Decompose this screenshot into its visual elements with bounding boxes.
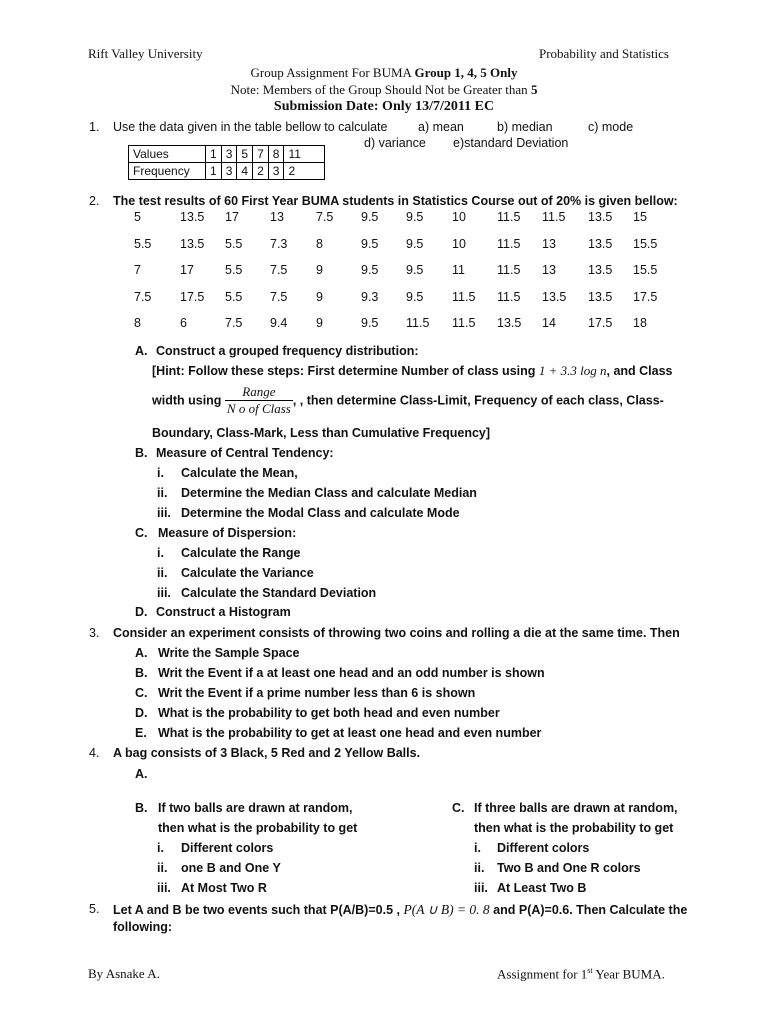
q3-text: Consider an experiment consists of throwing two coins and rolling a die at the same time. Then xyxy=(113,626,680,640)
score-cell: 15.5 xyxy=(633,263,658,277)
score-cell: 7.5 xyxy=(270,289,288,304)
q1-number: 1. xyxy=(89,120,100,134)
q5-line2: following: xyxy=(113,920,173,934)
q4-c-label: C. xyxy=(452,801,465,815)
score-cell: 9.5 xyxy=(406,263,424,277)
q2-c-text: Measure of Dispersion: xyxy=(158,526,297,540)
q4-c-iii-num: iii. xyxy=(474,881,488,895)
score-cell: 13.5 xyxy=(588,263,613,277)
q4-c-line1: If three balls are drawn at random, xyxy=(474,801,678,815)
value-cell: 11 xyxy=(284,146,325,163)
q4-b-iii-num: iii. xyxy=(157,881,171,895)
score-cell: 9.5 xyxy=(361,263,379,277)
frequency-row xyxy=(129,163,325,180)
q2-c-i-num: i. xyxy=(157,546,164,560)
q2-c-label: C. xyxy=(135,526,148,540)
score-cell: 7.3 xyxy=(270,236,288,251)
q4-b-line1: If two balls are drawn at random, xyxy=(158,801,353,815)
score-cell: 13.5 xyxy=(588,236,613,251)
q2-c-i-text: Calculate the Range xyxy=(181,546,301,560)
q4-b-i-text: Different colors xyxy=(181,841,274,855)
score-cell: 9.5 xyxy=(406,210,424,224)
q2-b-i-num: i. xyxy=(157,466,164,480)
q3-d-text: What is the probability to get both head and even number xyxy=(158,706,500,720)
q4-c-i-text: Different colors xyxy=(497,841,590,855)
q3-number: 3. xyxy=(89,626,100,640)
q1-part-d: d) variance xyxy=(364,136,426,150)
score-cell: 9.5 xyxy=(406,289,424,304)
value-cell: 8 xyxy=(268,146,284,163)
score-cell: 13.5 xyxy=(588,210,613,224)
q2-c-iii-num: iii. xyxy=(157,586,171,600)
score-cell: 9 xyxy=(316,263,323,277)
q3-c-label: C. xyxy=(135,686,148,700)
score-cell: 11.5 xyxy=(452,289,476,304)
score-cell: 13.5 xyxy=(497,316,522,330)
q5-text: Let A and B be two events such that P(A/B)=0.5 , P(A ∪ B) = 0. 8 and P(A)=0.6. Then Calculate the xyxy=(113,902,688,917)
score-cell: 7.5 xyxy=(270,263,288,277)
q4-number: 4. xyxy=(89,746,100,760)
q2-c-ii-num: ii. xyxy=(157,566,168,580)
score-cell: 7 xyxy=(134,263,141,277)
q3-d-label: D. xyxy=(135,706,148,720)
q3-b-text: Writ the Event if a at least one head and an odd number is shown xyxy=(158,666,545,680)
frequency-cell: 4 xyxy=(237,163,253,180)
q2-d-label: D. xyxy=(135,605,148,619)
q4-c-iii-text: At Least Two B xyxy=(497,881,587,895)
score-cell: 10 xyxy=(452,210,466,224)
q2-text: The test results of 60 First Year BUMA students in Statistics Course out of 20% is given bellow: xyxy=(113,194,678,208)
q4-text: A bag consists of 3 Black, 5 Red and 2 Yellow Balls. xyxy=(113,746,421,760)
score-cell: 5.5 xyxy=(225,236,243,251)
q2-b-iii-num: iii. xyxy=(157,506,171,520)
q4-b-iii-text: At Most Two R xyxy=(181,881,267,895)
values-row xyxy=(129,146,325,163)
score-cell: 17.5 xyxy=(633,289,658,304)
score-cell: 5.5 xyxy=(134,236,152,251)
score-cell: 7.5 xyxy=(134,289,152,304)
values-frequency-table xyxy=(128,145,325,180)
q1-part-a: a) mean xyxy=(418,120,464,134)
header-course: Probability and Statistics xyxy=(539,46,669,61)
score-cell: 9.5 xyxy=(361,316,379,330)
hint-line-1: [Hint: Follow these steps: First determine Number of class using 1 + 3.3 log n, and Class xyxy=(152,363,673,378)
score-cell: 11.5 xyxy=(406,316,430,330)
score-cell: 13 xyxy=(270,210,284,224)
score-cell: 13 xyxy=(542,263,556,277)
score-cell: 17 xyxy=(225,210,239,224)
score-cell: 5 xyxy=(134,210,141,224)
score-cell: 18 xyxy=(633,316,647,330)
frequency-cell: 1 xyxy=(206,163,222,180)
score-cell: 10 xyxy=(452,236,466,251)
score-cell: 9.5 xyxy=(361,236,379,251)
q4-c-line2: then what is the probability to get xyxy=(474,821,674,835)
score-cell: 9.5 xyxy=(406,236,424,251)
class-width-fraction: $\frac{\text{Range}}{\text{N o of Class}}$ xyxy=(226,384,291,416)
score-cell: 11.5 xyxy=(452,316,476,330)
hint-line-3: Boundary, Class-Mark, Less than Cumulative Frequency] xyxy=(152,426,491,440)
q4-c-ii-num: ii. xyxy=(474,861,485,875)
score-cell: 7.5 xyxy=(225,316,243,330)
assignment-title: Group Assignment For BUMA Group 1, 4, 5 Only xyxy=(250,65,518,80)
q1-part-c: c) mode xyxy=(588,120,634,134)
q4-c-ii-text: Two B and One R colors xyxy=(497,861,641,875)
frequency-cell: 3 xyxy=(268,163,284,180)
score-cell: 13.5 xyxy=(588,289,613,304)
score-cell: 8 xyxy=(316,236,323,251)
score-cell: 13.5 xyxy=(180,210,205,224)
score-cell: 15 xyxy=(633,210,647,224)
score-cell: 9 xyxy=(316,289,323,304)
q4-b-label: B. xyxy=(135,801,148,815)
q1-part-e: e)standard Deviation xyxy=(453,136,569,150)
group-note: Note: Members of the Group Should Not be Greater than 5 xyxy=(230,82,538,97)
score-cell: 5.5 xyxy=(225,263,243,277)
score-cell: 11.5 xyxy=(497,289,521,304)
q5-number: 5. xyxy=(89,902,100,916)
q4-a-label: A. xyxy=(135,767,148,781)
q2-b-label: B. xyxy=(135,446,148,460)
score-cell: 9.5 xyxy=(361,210,379,224)
score-cell: 15.5 xyxy=(633,236,658,251)
score-cell: 6 xyxy=(180,316,187,330)
header-university: Rift Valley University xyxy=(88,46,203,61)
q2-b-iii-text: Determine the Modal Class and calculate Mode xyxy=(181,506,460,520)
frequency-cell: 2 xyxy=(253,163,269,180)
q4-b-i-num: i. xyxy=(157,841,164,855)
submission-date: Submission Date: Only 13/7/2011 EC xyxy=(273,99,495,114)
score-cell: 9.4 xyxy=(270,316,288,330)
q3-a-label: A. xyxy=(135,646,148,660)
value-cell: 5 xyxy=(237,146,253,163)
score-cell: 13.5 xyxy=(180,236,205,251)
q1-text: Use the data given in the table bellow to calculate xyxy=(113,120,388,134)
score-cell: 13.5 xyxy=(542,289,567,304)
q3-e-text: What is the probability to get at least one head and even number xyxy=(158,726,542,740)
q3-b-label: B. xyxy=(135,666,148,680)
score-cell: 5.5 xyxy=(225,289,243,304)
q4-c-i-num: i. xyxy=(474,841,481,855)
score-cell: 7.5 xyxy=(316,210,334,224)
q2-d-text: Construct a Histogram xyxy=(156,605,291,619)
q4-b-ii-text: one B and One Y xyxy=(181,861,281,875)
q2-a-label: A. xyxy=(135,344,148,358)
score-cell: 11.5 xyxy=(497,210,521,224)
values-label: Values xyxy=(129,146,206,163)
score-cell: 11 xyxy=(452,263,465,277)
score-cell: 17.5 xyxy=(180,289,205,304)
q3-c-text: Writ the Event if a prime number less than 6 is shown xyxy=(158,686,476,700)
score-cell: 17 xyxy=(180,263,194,277)
score-cell: 11.5 xyxy=(497,236,521,251)
q2-b-i-text: Calculate the Mean, xyxy=(181,466,298,480)
q2-c-iii-text: Calculate the Standard Deviation xyxy=(181,586,377,600)
footer-assignment: Assignment for 1st Year BUMA. xyxy=(497,966,665,982)
q2-b-ii-num: ii. xyxy=(157,486,168,500)
score-cell: 9.3 xyxy=(361,289,379,304)
q1-part-b: b) median xyxy=(497,120,553,134)
score-cell: 11.5 xyxy=(542,210,566,224)
score-cell: 13 xyxy=(542,236,556,251)
footer-author: By Asnake A. xyxy=(88,966,160,981)
score-cell: 11.5 xyxy=(497,263,521,277)
score-cell: 8 xyxy=(134,316,141,330)
hint-line-2: width using $\frac{\text{Range}}{\text{N o of Class}}$ , , then determine Class-Limit, Frequency of each class, Class- xyxy=(152,384,664,416)
q4-b-ii-num: ii. xyxy=(157,861,168,875)
q3-a-text: Write the Sample Space xyxy=(158,646,300,660)
score-cell: 17.5 xyxy=(588,316,613,330)
value-cell: 7 xyxy=(253,146,269,163)
score-cell: 9 xyxy=(316,316,323,330)
frequency-cell: 3 xyxy=(221,163,237,180)
q2-b-ii-text: Determine the Median Class and calculate Median xyxy=(181,486,477,500)
frequency-label: Frequency xyxy=(129,163,206,180)
value-cell: 3 xyxy=(221,146,237,163)
q2-c-ii-text: Calculate the Variance xyxy=(181,566,314,580)
q2-number: 2. xyxy=(89,194,100,208)
score-cell: 14 xyxy=(542,316,556,330)
q3-e-label: E. xyxy=(135,726,147,740)
q4-b-line2: then what is the probability to get xyxy=(158,821,358,835)
q2-b-text: Measure of Central Tendency: xyxy=(156,446,334,460)
frequency-cell: 2 xyxy=(284,163,325,180)
value-cell: 1 xyxy=(206,146,222,163)
q2-a-text: Construct a grouped frequency distribution: xyxy=(156,344,419,358)
